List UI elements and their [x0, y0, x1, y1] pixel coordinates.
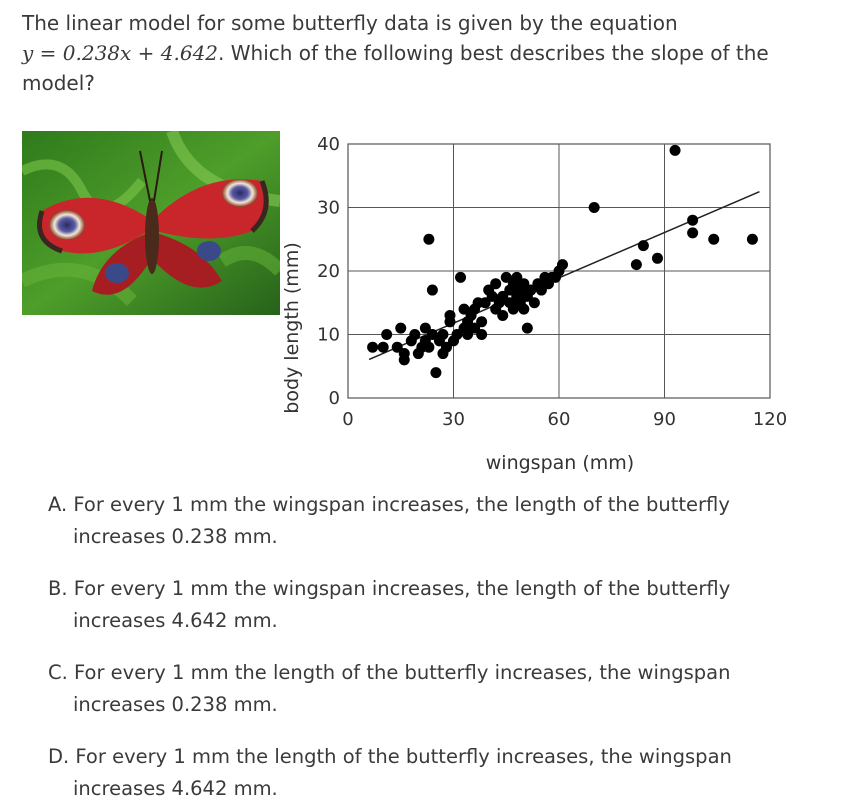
x-tick-label: 90 — [653, 409, 676, 430]
data-point — [687, 215, 698, 226]
question-text — [22, 8, 812, 98]
option-c-line-1: C. For every 1 mm the length of the butterfly increases, the wingspan — [48, 661, 731, 684]
option-a-line-1: A. For every 1 mm the wingspan increases, the length of the butterfly — [48, 493, 730, 516]
option-d-line-2: increases 4.642 mm. — [73, 777, 278, 800]
data-point — [395, 323, 406, 334]
y-tick-label: 30 — [317, 197, 340, 219]
data-point — [518, 304, 529, 315]
data-point — [557, 259, 568, 270]
option-d-line-1: D. For every 1 mm the length of the butterfly increases, the wingspan — [48, 745, 732, 768]
y-tick-label: 10 — [317, 324, 340, 346]
data-point — [589, 202, 600, 213]
data-point — [522, 323, 533, 334]
x-tick-label: 60 — [547, 409, 571, 430]
x-tick-label: 0 — [342, 409, 354, 430]
x-tick-label: 30 — [442, 409, 465, 430]
data-point — [670, 145, 681, 156]
x-axis-label: wingspan (mm) — [485, 452, 635, 474]
data-point — [490, 278, 501, 289]
data-point — [631, 259, 642, 270]
question-line-3: model? — [22, 71, 95, 95]
question-line-2: . Which of the following best describes the slope of the — [218, 41, 769, 65]
data-point — [381, 329, 392, 340]
option-a-line-2: increases 0.238 mm. — [73, 525, 278, 548]
data-point — [427, 285, 438, 296]
option-c-line-2: increases 0.238 mm. — [73, 693, 278, 716]
data-point — [529, 297, 540, 308]
data-point — [638, 240, 649, 251]
y-tick-label: 0 — [328, 388, 340, 409]
data-point — [444, 310, 455, 321]
data-points — [367, 145, 758, 378]
data-point — [409, 329, 420, 340]
option-b-line-1: B. For every 1 mm the wingspan increases, the length of the butterfly — [48, 577, 731, 600]
data-point — [476, 329, 487, 340]
model-equation: y = 0.238x + 4.642 — [22, 41, 219, 65]
option-d[interactable] — [48, 741, 732, 805]
scatter-plot — [270, 120, 810, 480]
data-point — [378, 342, 389, 353]
data-point — [455, 272, 466, 283]
option-b-line-2: increases 4.642 mm. — [73, 609, 278, 632]
option-c[interactable] — [48, 657, 730, 721]
data-point — [687, 227, 698, 238]
question-line-1: The linear model for some butterfly data is given by the equation — [22, 11, 678, 35]
data-point — [652, 253, 663, 264]
y-tick-label: 20 — [317, 261, 340, 282]
data-point — [399, 348, 410, 359]
data-point — [423, 342, 434, 353]
peacock-butterfly-icon — [22, 131, 280, 315]
option-b[interactable] — [48, 573, 730, 637]
y-axis-label: body length (mm) — [281, 242, 303, 414]
data-point — [708, 234, 719, 245]
data-point — [430, 367, 441, 378]
y-tick-label: 40 — [317, 134, 340, 155]
data-point — [476, 316, 487, 327]
data-point — [747, 234, 758, 245]
option-a[interactable] — [48, 489, 730, 553]
data-point — [437, 329, 448, 340]
data-point — [497, 310, 508, 321]
data-point — [367, 342, 378, 353]
butterfly-photo — [22, 131, 280, 315]
x-tick-label: 120 — [752, 409, 788, 430]
data-point — [423, 234, 434, 245]
